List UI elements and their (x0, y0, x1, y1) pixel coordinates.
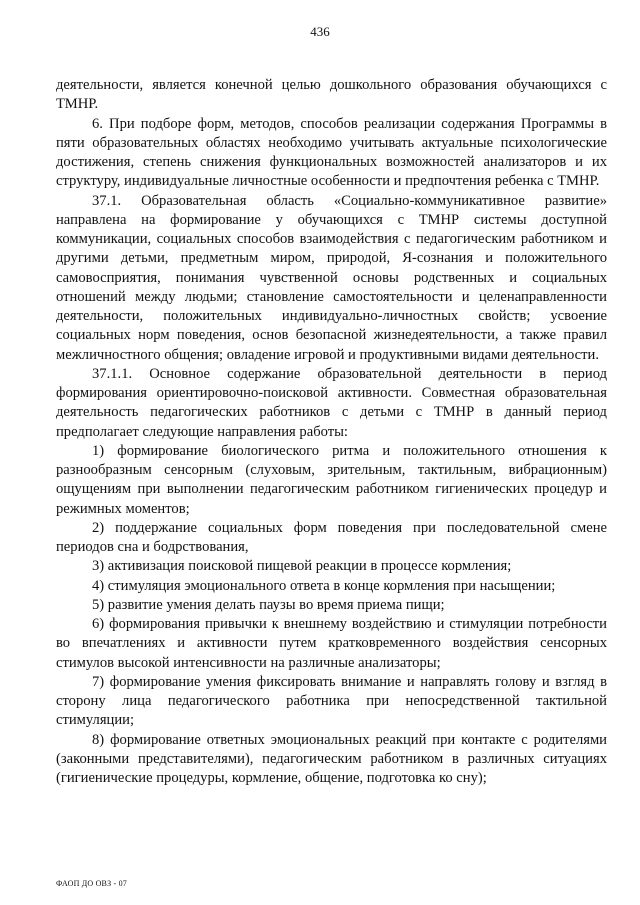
paragraph-continuation: деятельности, является конечной целью дошкольного образования обучающихся с ТМНР. (56, 77, 607, 113)
list-item-4: 4) стимуляция эмоционального ответа в конце кормления при насыщении; (92, 577, 556, 594)
document-body (56, 76, 607, 788)
list-item-5: 5) развитие умения делать паузы во время приема пищи; (92, 596, 445, 613)
document-footer: ФАОП ДО ОВЗ - 07 (56, 879, 127, 888)
list-item-7: 7) формирование умения фиксировать внимание и направлять голову и взгляд в сторону лица педагогического работника при непосредственной тактильной стимуляции; (56, 673, 607, 729)
list-item-3: 3) активизация поисковой пищевой реакции в процессе кормления; (92, 558, 512, 575)
list-item-6: 6) формирования привычки к внешнему воздействию и стимуляции потребности во впечатлениях и активности путем кратковременного воздействия сенсорных стимулов высокой интенсивности на различные анализаторы; (56, 616, 607, 671)
paragraph-37-1-1: 37.1.1. Основное содержание образовательной деятельности в период формирования ориентировочно-поисковой активности. Совместная образовательная деятельность педагогических работников с детьми с ТМНР в данный период предполагает следующие направления работы: (56, 365, 607, 440)
list-item-8: 8) формирование ответных эмоциональных реакций при контакте с родителями (законными представителями), педагогическим работником в различных ситуациях (гигиенические процедуры, кормление, общение, подготовка ко сну); (56, 731, 607, 786)
page-number: 436 (310, 24, 330, 39)
paragraph-6: 6. При подборе форм, методов, способов реализации содержания Программы в пяти образовательных областях необходимо учитывать актуальные психологические достижения, степень снижения функциональных возможностей анализаторов и их структуру, индивидуальные личностные особенности и предпочтения ребенка с ТМНР. (56, 115, 607, 190)
paragraph-37-1: 37.1. Образовательная область «Социально-коммуникативное развитие» направлена на формирование у обучающихся с ТМНР системы доступной коммуникации, социальных способов взаимодействия с педагогическим работником и другими детьми, предметным миром, природой, Я-сознания и положительного самовосприятия, понимания чувственной основы родственных и социальных отношений между людьми; становление самостоятельности и целенаправленности деятельности, положительных индивидуально-личностных свойств; усвоение социальных норм поведения, основ безопасной жизнедеятельности, а также правил межличностного общения; овладение игровой и продуктивными видами деятельности. (56, 192, 607, 363)
list-item-1: 1) формирование биологического ритма и положительного отношения к разнообразным сенсорным (слуховым, зрительным, тактильным, вибрационным) ощущениям при выполнении педагогическим работником гигиенических процедур и режимных моментов; (56, 442, 607, 517)
list-item-2: 2) поддержание социальных форм поведения при последовательной смене периодов сна и бодрствования, (56, 519, 607, 555)
